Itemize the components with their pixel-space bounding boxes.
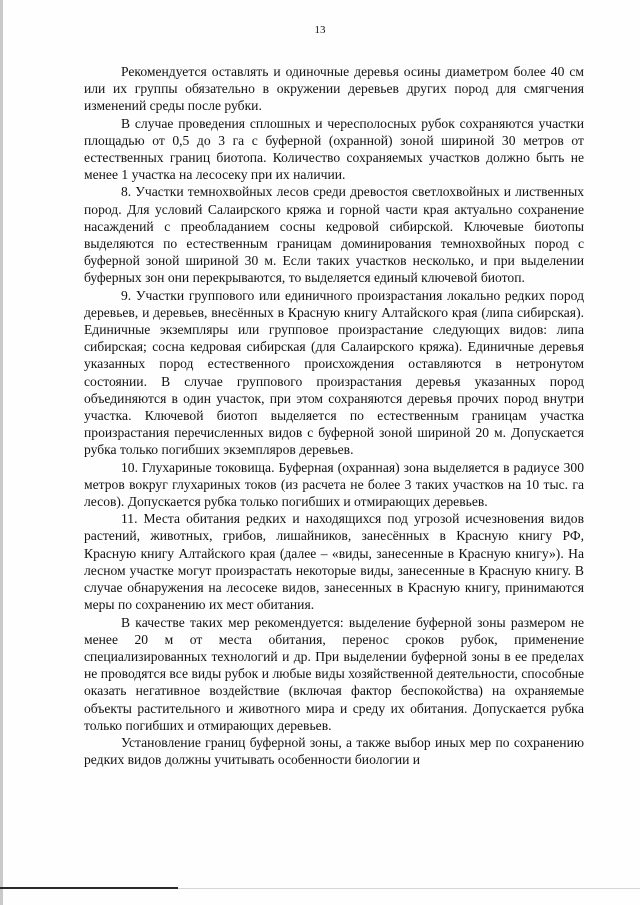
paragraph-item-10: 10. Глухариные токовища. Буферная (охранная) зона выделяется в радиусе 300 метров вокруг глухариных токов (из расчета не более 3 таких участков на 10 тыс. га лесов). Допускается рубка только погибших и отмирающих деревьев. [84, 459, 584, 510]
bottom-rule [0, 887, 178, 889]
paragraph-clearcut-plots: В случае проведения сплошных и чересполосных рубок сохраняются участки площадью от 0,5 до 3 га с буферной (охранной) зоной шириной 30 метров от естественных границ биотопа. Количество сохраняемых участков должно быть не менее 1 участка на лесосеку при их наличии. [84, 115, 584, 183]
scan-edge [0, 0, 3, 905]
paragraph-item-11: 11. Места обитания редких и находящихся под угрозой исчезновения видов растений, животных, грибов, лишайников, занесённых в Красную книгу РФ, Красную книгу Алтайского края (далее – «виды, занесенные в Красную книгу»). На лесном участке могут произрастать некоторые виды, занесенные в Красную книгу. В случае обнаружения на лесосеке видов, занесенных в Красную книгу, принимаются меры по сохранению их мест обитания. [84, 511, 584, 613]
paragraph-item-9: 9. Участки группового или единичного произрастания локально редких пород деревьев, и деревьев, внесённых в Красную книгу Алтайского края (липа сибирская). Единичные экземпляры или групповое произрастание следующих видов: липа сибирская; сосна кедровая сибирская (для Салаирского кряжа). Единичные деревья указанных пород естественного происхождения оставляются в нетронутом состоянии. В случае группового произрастания деревья указанных пород объединяются в один участок, при этом сохраняются деревья прочих пород внутри участка. Ключевой биотоп выделяется по естественным границам участка произрастания перечисленных видов с буферной зоной шириной 20 м. Допускается рубка только погибших экземпляров деревьев. [84, 287, 584, 458]
document-body [84, 63, 584, 768]
paragraph-aspen: Рекомендуется оставлять и одиночные деревья осины диаметром более 40 см или их группы обязательно в окружении деревьев других пород для смягчения изменений среды после рубки. [84, 64, 584, 114]
paragraph-measures: В качестве таких мер рекомендуется: выделение буферной зоны размером не менее 20 м от места обитания, перенос сроков рубок, применение специализированных технологий и др. При выделении буферной зоны в ее пределах не проводятся все виды рубок и любые виды хозяйственной деятельности, способные оказать негативное воздействие (включая фактор беспокойства) на охраняемые объекты растительного и животного мира и среду их обитания. Допускается рубка только погибших и отмирающих деревьев. [84, 614, 584, 733]
bottom-rule-faint [178, 888, 640, 889]
paragraph-buffer-boundaries: Установление границ буферной зоны, а также выбор иных мер по сохранению редких видов должны учитывать особенности биологии и [84, 734, 584, 768]
page-number: 13 [314, 24, 326, 36]
paragraph-item-8: 8. Участки темнохвойных лесов среди древостоя светлохвойных и лиственных пород. Для условий Салаирского кряжа и горной части края актуально сохранение насаждений с преобладанием сосны кедровой сибирской. Ключевые биотопы выделяются по естественным границам доминирования темнохвойных пород с буферной зоной шириной 30 м. Если таких участков несколько, и при выделении буферных зон они перекрываются, то выделяется единый ключевой биотоп. [84, 184, 584, 286]
